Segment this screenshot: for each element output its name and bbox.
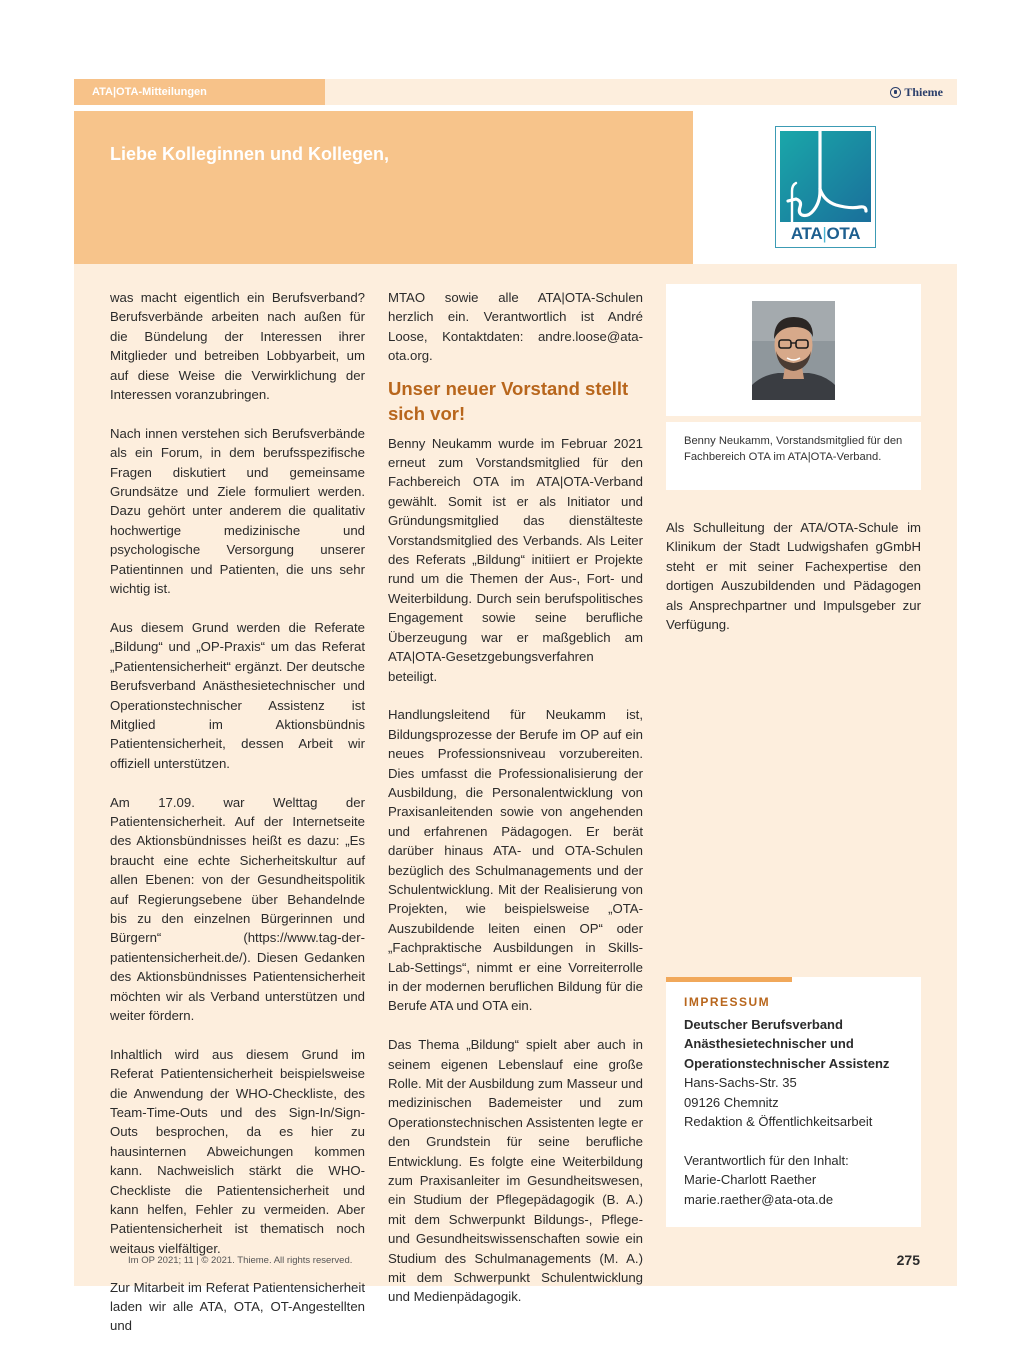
impressum-city: 09126 Chemnitz	[684, 1094, 779, 1110]
paragraph: Aus diesem Grund werden die Referate „Bildung“ und „OP-Praxis“ um das Referat „Patientensicherheit“ ergänzt. Der deutsche Berufsverband Anästhesietechnischer und Operationstechnischer Assistenz ist Mitglied im Aktionsbündnis Patientensicherheit, dessen Arbeit wir offiziell unterstützen.	[110, 619, 365, 771]
impressum-responsible-name: Marie-Charlott Raether	[684, 1172, 817, 1188]
article-column-1	[110, 288, 365, 1336]
page-number: 275	[896, 1252, 920, 1268]
section-tag: ATA|OTA-Mitteilungen	[74, 79, 325, 105]
logo-wordmark	[776, 224, 875, 244]
article-column-3	[666, 518, 921, 634]
impressum-accent-bar	[666, 977, 792, 982]
paragraph: Am 17.09. war Welttag der Patientensicherheit. Auf der Internetseite des Aktionsbündnisses heißt es dazu: „Es braucht eine echte Sicherheitskultur auf allen Ebenen: von der Gesundheitspolitik auf Regierungsebene über Behandelnde bis zu den einzelnen Bürgerinnen und Bürgern“ (https://www.tag-der-patientensicherheit.de/). Diesen Gedanken des Aktionsbündnisses Patientensicherheit möchten wir als Verband unterstützen und weiter fördern.	[110, 794, 365, 1023]
publisher-name: Thieme	[904, 85, 943, 99]
impressum-org-line: Deutscher Berufsverband	[684, 1017, 843, 1032]
portrait-photo	[752, 301, 835, 400]
impressum-heading: IMPRESSUM	[684, 995, 771, 1009]
paragraph: Benny Neukamm wurde im Februar 2021 erneut zum Vorstandsmitglied für den Fachbereich OTA im ATA|OTA-Verband gewählt. Somit ist er als Initiator und Gründungsmitglied das dienstälteste Vorstandsmitglied des Verbands. Als Leiter des Referats „Bildung“ initiiert er Projekte rund um die Themen der Aus-, Fort- und Weiterbildung. Durch sein berufspolitisches Engagement sowie seine berufliche Überzeugung war er maßgeblich am ATA|OTA-Gesetzgebungsverfahren beteiligt.	[388, 435, 643, 684]
person-portrait-icon	[752, 301, 835, 400]
paragraph: Nach innen verstehen sich Berufsverbände als ein Forum, in dem berufsspezifische Fragen diskutiert und gemeinsame Grundsätze und Ziele formuliert werden. Dazu gehört unter anderem die qualitativ hochwertige medizinische und psychologische Versorgung unserer Patientinnen und Patienten, die uns sehr wichtig ist.	[110, 425, 365, 597]
impressum-box	[666, 977, 921, 1227]
spacer	[684, 1131, 909, 1150]
impressum-street: Hans-Sachs-Str. 35	[684, 1075, 797, 1091]
photo-caption: Benny Neukamm, Vorstandsmitglied für den Fachbereich OTA im ATA|OTA-Verband.	[666, 422, 921, 490]
footer-citation: Im OP 2021; 11 | © 2021. Thieme. All rights reserved.	[128, 1255, 353, 1266]
impressum-department: Redaktion & Öffentlichkeitsarbeit	[684, 1114, 873, 1130]
page-title: Liebe Kolleginnen und Kollegen,	[110, 144, 390, 164]
article-column-2	[388, 288, 643, 1307]
publisher-logo	[890, 79, 943, 105]
logo-separator: |	[822, 224, 827, 243]
logo-text-ata: ATA	[790, 224, 823, 243]
logo-text-ota: OTA	[826, 224, 861, 243]
impressum-body	[684, 1015, 909, 1209]
impressum-responsible-label: Verantwortlich für den Inhalt:	[684, 1152, 849, 1168]
impressum-org-line: Operationstechnischer Assistenz	[684, 1055, 890, 1071]
paragraph: Das Thema „Bildung“ spielt aber auch in seinem eigenen Lebenslauf eine große Rolle. Mit der Ausbildung zum Masseur und medizinischen Bademeister und zum Operationstechnischen Assistenten legte er den Grundstein für seine berufliche Entwicklung. Es folgte eine Weiterbildung zum Praxisanleiter im Gesundheitswesen, ein Studium der Pflegepädagogik (B. A.) mit dem Schwerpunkt Bildungs-, Pflege- und Gesundheitswissenschaften sowie ein Studium des Schulmanagements (M. A.) mit dem Schwerpunkt Schulentwicklung und Medienpädagogik.	[388, 1037, 643, 1305]
ata-ota-logo	[775, 126, 876, 248]
portrait-card	[666, 284, 921, 416]
paragraph: MTAO sowie alle ATA|OTA-Schulen herzlich ein. Verantwortlich ist André Loose, Kontaktdaten: andre.loose@ata-ota.org.	[388, 290, 643, 364]
top-bar	[74, 79, 957, 105]
paragraph: Zur Mitarbeit im Referat Patientensicherheit laden wir alle ATA, OTA, OT-Angestellten und	[110, 1279, 365, 1334]
section-heading: Unser neuer Vorstand stellt sich vor!	[388, 377, 629, 424]
thieme-icon	[890, 87, 901, 98]
paragraph: Als Schulleitung der ATA/OTA-Schule im Klinikum der Stadt Ludwigshafen gGmbH steht er mit seiner Fachexpertise den dortigen Auszubildenden und Pädagogen als Ansprechpartner und Impulsgeber zur Verfügung.	[666, 520, 921, 633]
impressum-org-line: Anästhesietechnischer und	[684, 1036, 854, 1052]
logo-graphic-icon	[780, 131, 871, 222]
paragraph: Handlungsleitend für Neukamm ist, Bildungsprozesse der Berufe im OP auf ein neues Professionsniveau vorzubereiten. Dies umfasst die Professionalisierung der Ausbildung, die Personalentwicklung von Praxisanleitenden sowie von angehenden und erfahrenen Pädagogen. Er berät darüber hinaus ATA- und OTA-Schulen bezüglich des Schulmanagements und der Schulentwicklung. Mit der Realisierung von Projekten, wie beispielsweise „OTA-Auszubildende leiten einen OP“ oder „Fachpraktische Ausbildungen in Skills-Lab-Settings“, nimmt er eine Vorreiterrolle in der modernen beruflichen Bildung für die Berufe ATA und OTA ein.	[388, 707, 643, 1014]
impressum-email-link[interactable]: marie.raether@ata-ota.de	[684, 1191, 834, 1207]
hero-banner	[74, 111, 693, 264]
paragraph: was macht eigentlich ein Berufsverband? Berufsverbände arbeiten nach außen für die Bündelung der Interessen ihrer Mitglieder und betreiben Lobbyarbeit, um auf diese Weise die Verwirklichung der Interessen voranzubringen.	[110, 290, 365, 403]
paragraph: Inhaltlich wird aus diesem Grund im Referat Patientensicherheit beispielsweise die Anwendung der WHO-Checkliste, des Team-Time-Outs und des Sign-In/Sign-Outs besprochen, da es hier zu hausinternen Abweichungen kommen kann. Nachweislich stärkt die WHO-Checkliste die Patientensicherheit und kann helfen, Fehler zu vermeiden. Aber Patientensicherheit ist thematisch noch weitaus vielfältiger.	[110, 1046, 365, 1256]
